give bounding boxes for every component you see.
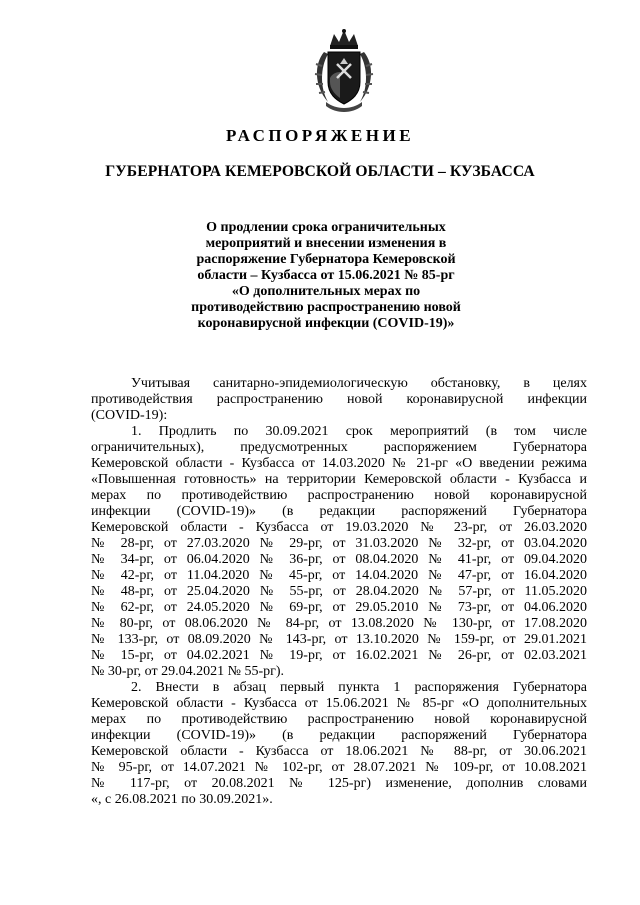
- document-body: [91, 376, 587, 808]
- body-line: противодействия распространению новой коронавирусной инфекции: [91, 392, 587, 407]
- body-line: мерах по противодействию распространению новой коронавирусной: [91, 488, 587, 503]
- body-line: № 80-рг, от 08.06.2020 № 84-рг, от 13.08.2020 № 130-рг, от 17.08.2020: [91, 616, 587, 631]
- body-line: «Повышенная готовность» на территории Кемеровской области - Кузбасса и: [91, 472, 587, 487]
- body-line: № 42-рг, от 11.04.2020 № 45-рг, от 14.04.2020 № 47-рг, от 16.04.2020: [91, 568, 587, 583]
- body-line: Кемеровской области - Кузбасса от 15.06.2021 № 85-рг «О дополнительных: [91, 696, 587, 711]
- body-line: инфекции (COVID-19)» (в редакции распоряжений Губернатора: [91, 504, 587, 519]
- document-subject: [170, 220, 482, 332]
- body-line: Кемеровской области - Кузбасса от 19.03.2020 № 23-рг, от 26.03.2020: [91, 520, 587, 535]
- body-line: № 62-рг, от 24.05.2020 № 69-рг, от 29.05.2010 № 73-рг, от 04.06.2020: [91, 600, 587, 615]
- subject-line: мероприятий и внесении изменения в: [205, 236, 447, 251]
- subject-line: «О дополнительных мерах по: [231, 284, 421, 299]
- body-line: ограничительных), предусмотренных распоряжением Губернатора: [91, 440, 587, 455]
- body-line: Учитывая санитарно-эпидемиологическую обстановку, в целях: [131, 376, 587, 391]
- document-title: РАСПОРЯЖЕНИЕ: [225, 126, 415, 145]
- body-line: № 95-рг, от 14.07.2021 № 102-рг, от 28.07.2021 № 109-рг, от 10.08.2021: [91, 760, 587, 775]
- document-subtitle: ГУБЕРНАТОРА КЕМЕРОВСКОЙ ОБЛАСТИ – КУЗБАССА: [105, 163, 535, 180]
- body-line: № 34-рг, от 06.04.2020 № 36-рг, от 08.04.2020 № 41-рг, от 09.04.2020: [91, 552, 587, 567]
- body-line: Кемеровской области - Кузбасса от 14.03.2020 № 21-рг «О введении режима: [91, 456, 587, 471]
- body-line: № 15-рг, от 04.02.2021 № 19-рг, от 16.02.2021 № 26-рг, от 02.03.2021: [91, 648, 587, 663]
- subject-line: противодействию распространению новой: [191, 300, 461, 315]
- subject-line: коронавирусной инфекции (COVID-19)»: [197, 316, 455, 331]
- body-line: Кемеровской области - Кузбасса от 18.06.2021 № 88-рг, от 30.06.2021: [91, 744, 587, 759]
- subject-line: области – Кузбасса от 15.06.2021 № 85-рг: [197, 268, 455, 283]
- body-line: (COVID-19):: [91, 408, 168, 423]
- coat-of-arms-icon: [310, 28, 378, 114]
- body-line: инфекции (COVID-19)» (в редакции распоряжений Губернатора: [91, 728, 587, 743]
- body-line: № 30-рг, от 29.04.2021 № 55-рг).: [91, 664, 285, 679]
- body-line: мерах по противодействию распространению новой коронавирусной: [91, 712, 587, 727]
- subject-line: О продлении срока ограничительных: [206, 220, 446, 235]
- subject-line: распоряжение Губернатора Кемеровской: [196, 252, 456, 267]
- body-line: 2. Внести в абзац первый пункта 1 распоряжения Губернатора: [131, 680, 587, 695]
- body-line: «, с 26.08.2021 по 30.09.2021».: [91, 792, 273, 807]
- body-line: 1. Продлить по 30.09.2021 срок мероприятий (в том числе: [131, 424, 587, 439]
- body-line: № 133-рг, от 08.09.2020 № 143-рг, от 13.10.2020 № 159-рг, от 29.01.2021: [91, 632, 587, 647]
- body-line: № 28-рг, от 27.03.2020 № 29-рг, от 31.03.2020 № 32-рг, от 03.04.2020: [91, 536, 587, 551]
- body-line: № 117-рг, от 20.08.2021 № 125-рг) изменение, дополнив словами: [91, 776, 587, 791]
- body-line: № 48-рг, от 25.04.2020 № 55-рг, от 28.04.2020 № 57-рг, от 11.05.2020: [91, 584, 587, 599]
